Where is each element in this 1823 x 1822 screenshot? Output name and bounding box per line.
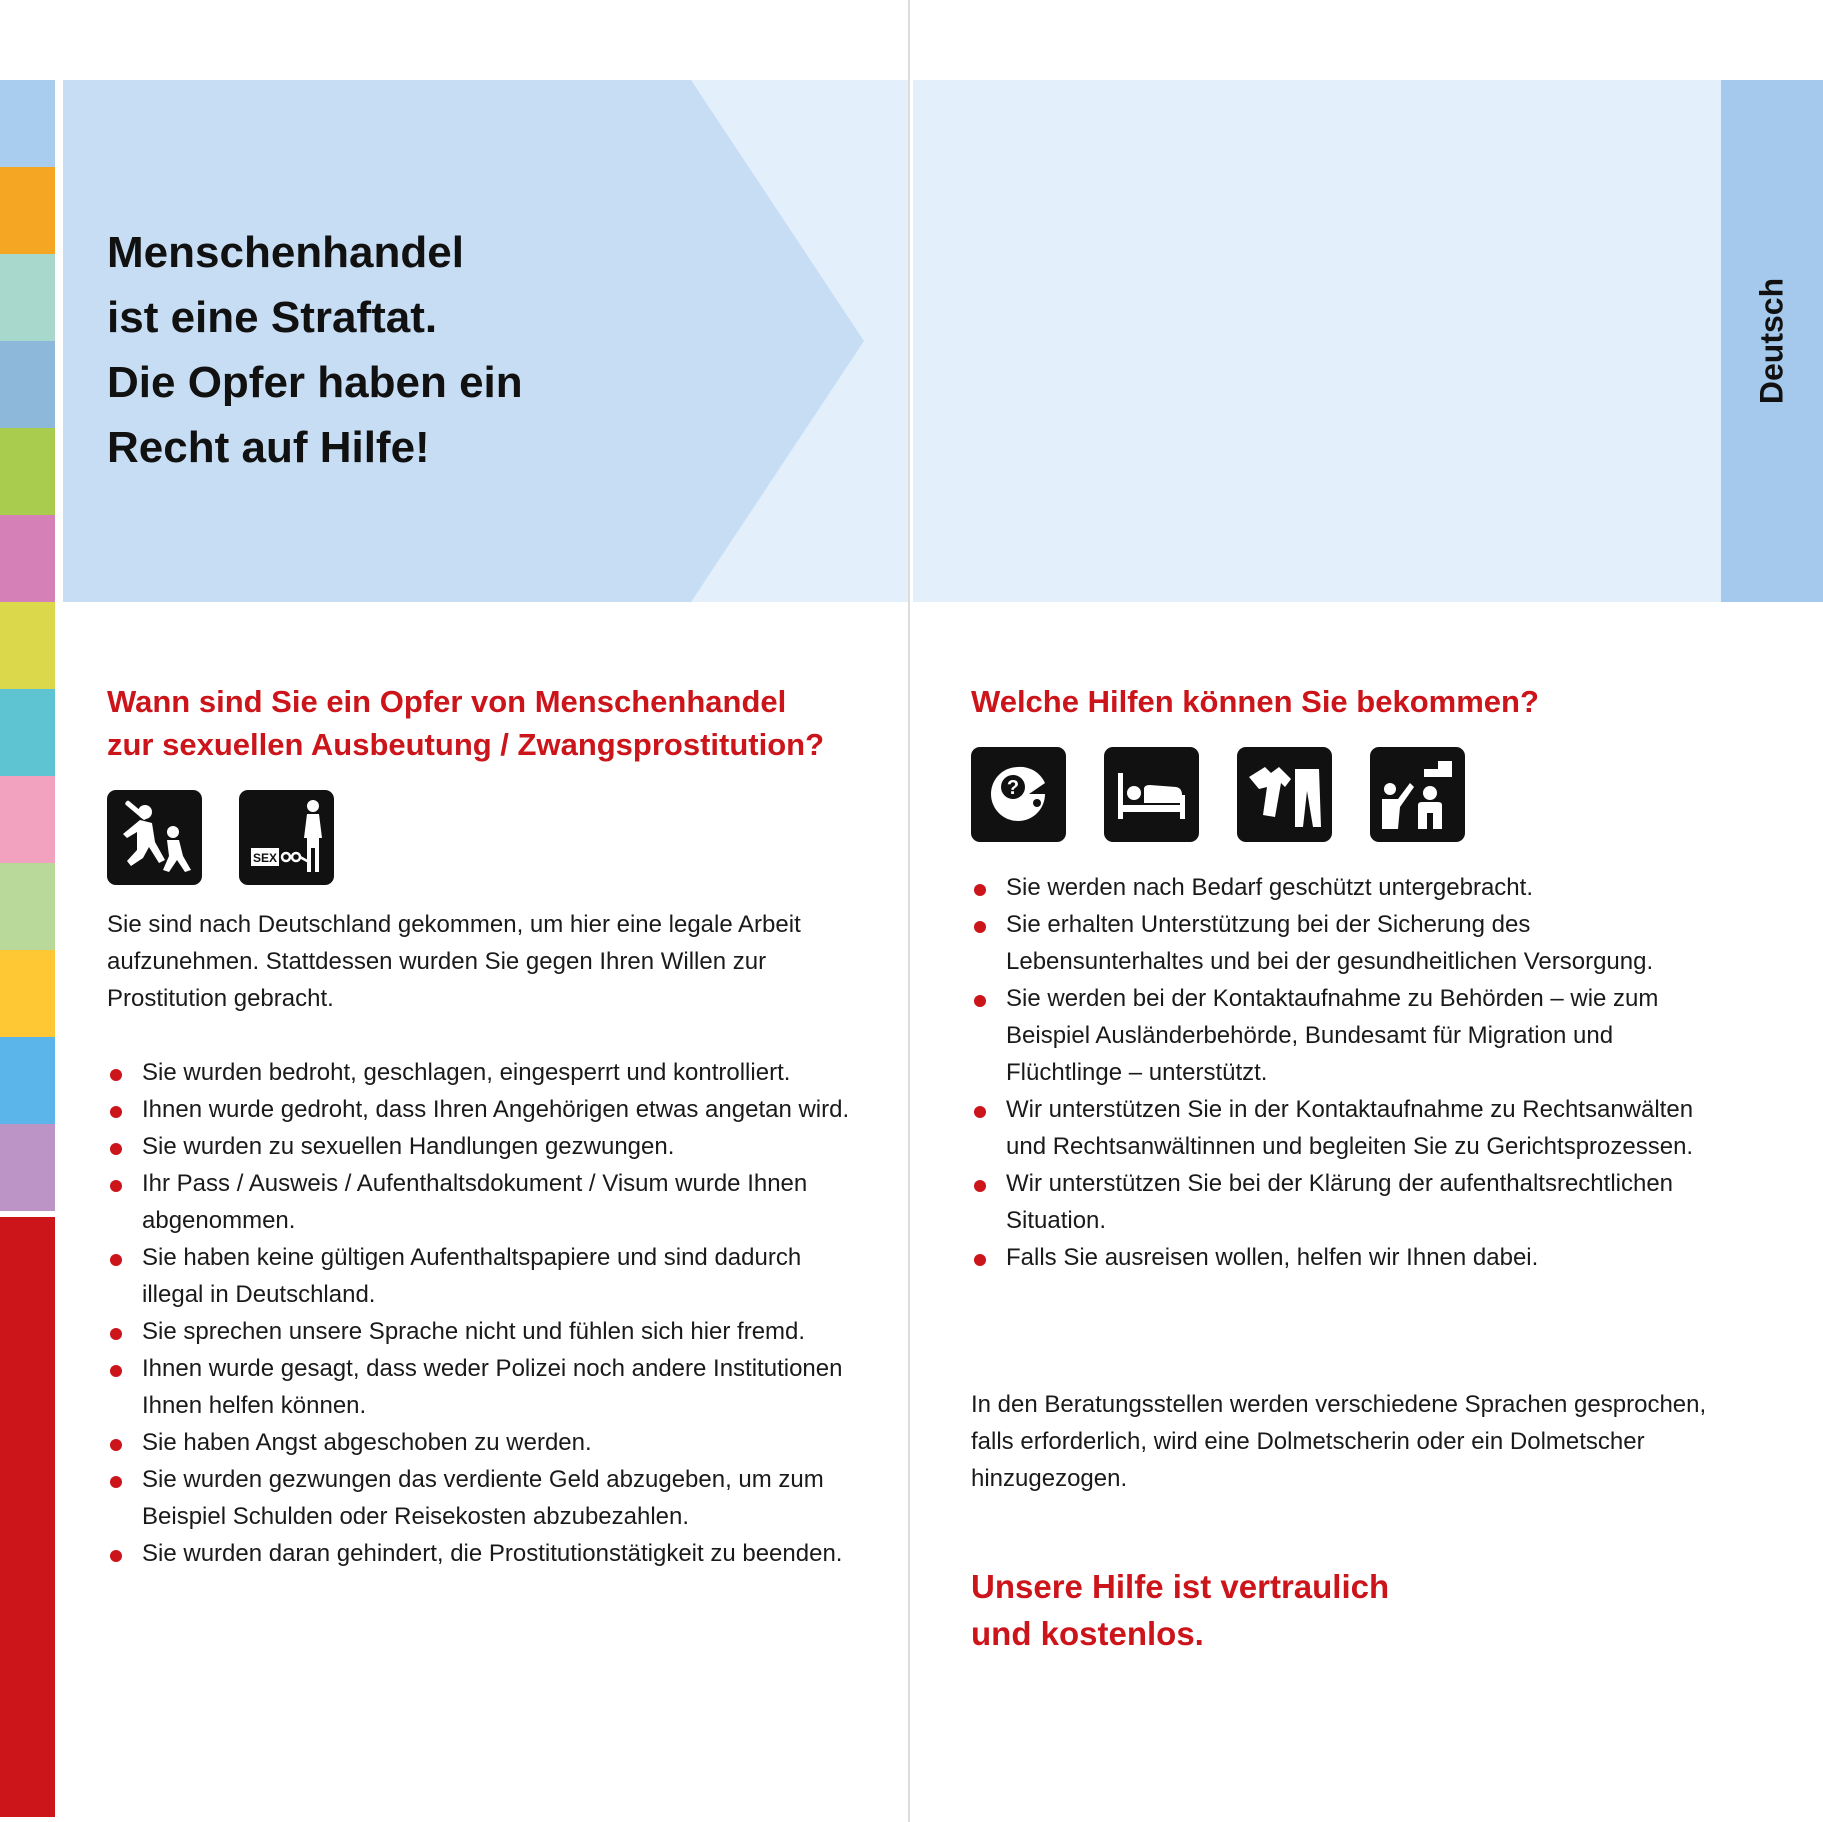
- left-heading-line: zur sexuellen Ausbeutung / Zwangsprostitution?: [107, 727, 825, 762]
- language-label: Deutsch: [1753, 277, 1790, 405]
- sex-label-text: SEX: [252, 851, 278, 865]
- color-stripe: [0, 167, 55, 254]
- list-item: Wir unterstützen Sie bei der Klärung der aufenthaltsrechtlichen Situation.: [971, 1165, 1711, 1239]
- svg-text:?: ?: [1006, 777, 1020, 799]
- color-stripe: [0, 515, 55, 602]
- list-item: Sie wurden gezwungen das verdiente Geld abzugeben, um zum Beispiel Schulden oder Reisekosten abzubezahlen.: [107, 1461, 867, 1535]
- color-stripe: [0, 254, 55, 341]
- color-stripe: [0, 602, 55, 689]
- color-stripe: [0, 950, 55, 1037]
- left-heading-line: Wann sind Sie ein Opfer von Menschenhandel: [107, 684, 787, 719]
- hero-title-line: Die Opfer haben ein: [107, 358, 523, 407]
- color-stripe: [0, 776, 55, 863]
- left-bullet-list: [107, 1054, 867, 1572]
- list-item: Sie haben keine gültigen Aufenthaltspapiere und sind dadurch illegal in Deutschland.: [107, 1239, 867, 1313]
- list-item: Sie sprechen unsere Sprache nicht und fühlen sich hier fremd.: [107, 1313, 867, 1350]
- color-stripe: [0, 689, 55, 776]
- list-item: Sie erhalten Unterstützung bei der Sicherung des Lebensunterhaltes und bei der gesundheitlichen Versorgung.: [971, 906, 1711, 980]
- color-stripes: [0, 80, 55, 1817]
- sex-chain-pictogram-icon: [239, 790, 334, 885]
- clothing-icon: [1237, 747, 1332, 842]
- fold-line: [908, 0, 910, 1822]
- right-section-heading: Welche Hilfen können Sie bekommen?: [971, 684, 1539, 719]
- left-intro-text: Sie sind nach Deutschland gekommen, um hier eine legale Arbeit aufzunehmen. Stattdessen wurden Sie gegen Ihren Willen zur Prostitution gebracht.: [107, 911, 801, 1012]
- list-item: Sie werden bei der Kontaktaufnahme zu Behörden – wie zum Beispiel Ausländerbehörde, Bundesamt für Migration und Flüchtlinge – unterstützt.: [971, 980, 1711, 1091]
- color-stripe: [0, 341, 55, 428]
- list-item: Ihnen wurde gesagt, dass weder Polizei noch andere Institutionen Ihnen helfen können.: [107, 1350, 867, 1424]
- closing-line: Unsere Hilfe ist vertraulich: [971, 1568, 1390, 1605]
- list-item: Sie wurden bedroht, geschlagen, eingesperrt und kontrolliert.: [107, 1054, 867, 1091]
- legal-help-icon: [1370, 747, 1465, 842]
- language-tab: [1721, 80, 1823, 602]
- color-stripe: [0, 1217, 55, 1817]
- hero-title: [107, 220, 523, 480]
- list-item: Sie wurden daran gehindert, die Prostitutionstätigkeit zu beenden.: [107, 1535, 867, 1572]
- hero-panel-right: [913, 80, 1721, 602]
- hero-title-line: ist eine Straftat.: [107, 293, 438, 342]
- list-item: Sie haben Angst abgeschoben zu werden.: [107, 1424, 867, 1461]
- list-item: Falls Sie ausreisen wollen, helfen wir Ihnen dabei.: [971, 1239, 1711, 1276]
- color-stripe: [0, 428, 55, 515]
- list-item: Wir unterstützen Sie in der Kontaktaufnahme zu Rechtsanwälten und Rechtsanwältinnen und begleiten Sie zu Gerichtsprozessen.: [971, 1091, 1711, 1165]
- right-bullet-list: [971, 869, 1711, 1276]
- hero-title-line: Recht auf Hilfe!: [107, 423, 430, 472]
- list-item: Ihnen wurde gedroht, dass Ihren Angehörigen etwas angetan wird.: [107, 1091, 867, 1128]
- violence-pictogram-icon: [107, 790, 202, 885]
- list-item: Sie werden nach Bedarf geschützt untergebracht.: [971, 869, 1711, 906]
- languages-note: In den Beratungsstellen werden verschiedene Sprachen gesprochen, falls erforderlich, wird eine Dolmetscherin oder ein Dolmetscher hinzugezogen.: [971, 1391, 1707, 1492]
- hero-title-line: Menschenhandel: [107, 228, 464, 277]
- counseling-question-icon: [971, 747, 1066, 842]
- closing-line: und kostenlos.: [971, 1615, 1204, 1652]
- list-item: Ihr Pass / Ausweis / Aufenthaltsdokument / Visum wurde Ihnen abgenommen.: [107, 1165, 867, 1239]
- hero-panel-left: [63, 80, 908, 602]
- list-item: Sie wurden zu sexuellen Handlungen gezwungen.: [107, 1128, 867, 1165]
- color-stripe: [0, 863, 55, 950]
- color-stripe: [0, 80, 55, 167]
- closing-statement: [971, 1563, 1389, 1657]
- color-stripe: [0, 1124, 55, 1211]
- bed-icon: [1104, 747, 1199, 842]
- left-section-heading: [107, 680, 867, 766]
- color-stripe: [0, 1037, 55, 1124]
